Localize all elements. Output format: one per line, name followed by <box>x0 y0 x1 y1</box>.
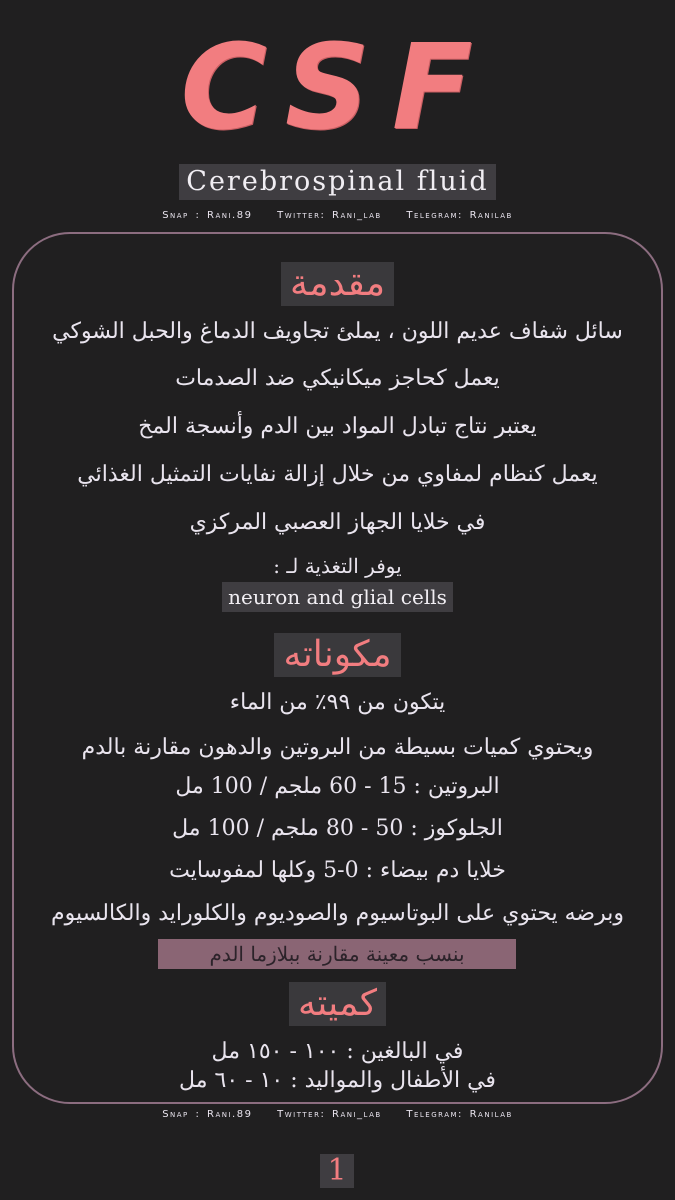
intro-line: في خلايا الجهاز العصبي المركزي <box>189 510 486 535</box>
subtitle: Cerebrospinal fluid <box>179 164 495 200</box>
snap-handle: Snap : Rani.89 <box>162 210 253 221</box>
intro-highlight-row <box>24 582 651 612</box>
intro-line: يعمل كنظام لمفاوي من خلال إزالة نفايات التمثيل الغذائي <box>77 462 598 487</box>
components-line: وبرضه يحتوي على البوتاسيوم والصوديوم والكلورايد والكالسيوم <box>51 901 624 926</box>
telegram-handle: Telegram: Ranilab <box>406 1109 513 1120</box>
page-number: 1 <box>320 1154 354 1188</box>
snap-handle: Snap : Rani.89 <box>162 1109 253 1120</box>
intro-line: يوفر التغذية لـ : <box>273 554 402 578</box>
page-title: CSF <box>180 18 495 156</box>
components-line: ويحتوي كميات بسيطة من البروتين والدهون مقارنة بالدم <box>81 735 594 760</box>
intro-heading-row <box>24 262 651 306</box>
intro-line: يعتبر نتاج تبادل المواد بين الدم وأنسجة المخ <box>138 414 537 439</box>
social-handles-top <box>0 210 675 221</box>
quantity-line: في الأطفال والمواليد : ١٠ - ٦٠ مل <box>179 1068 496 1093</box>
telegram-handle: Telegram: Ranilab <box>406 210 513 221</box>
quantity-heading-row <box>24 982 651 1026</box>
components-heading-row <box>24 633 651 677</box>
components-line: البروتين : 15 - 60 ملجم / 100 مل <box>175 774 500 799</box>
quantity-heading: كميته <box>289 982 386 1026</box>
twitter-handle: Twitter: Rani_lab <box>277 210 382 221</box>
components-line: يتكون من ٩٩٪ من الماء <box>229 690 446 715</box>
intro-line: يعمل كحاجز ميكانيكي ضد الصدمات <box>175 366 500 391</box>
components-heading: مكوناته <box>274 633 400 677</box>
subtitle-container <box>0 164 675 200</box>
intro-heading: مقدمة <box>281 262 394 306</box>
social-handles-bottom <box>0 1109 675 1120</box>
components-line: الجلوكوز : 50 - 80 ملجم / 100 مل <box>172 816 503 841</box>
intro-highlight: neuron and glial cells <box>222 582 453 612</box>
quantity-line: في البالغين : ١٠٠ - ١٥٠ مل <box>211 1039 464 1064</box>
twitter-handle: Twitter: Rani_lab <box>277 1109 382 1120</box>
components-highlight: بنسب معينة مقارنة ببلازما الدم <box>158 939 516 969</box>
components-line: خلايا دم بيضاء : 0-5 وكلها لمفوسايت <box>169 858 506 883</box>
intro-line: سائل شفاف عديم اللون ، يملئ تجاويف الدماغ والحبل الشوكي <box>52 319 623 344</box>
